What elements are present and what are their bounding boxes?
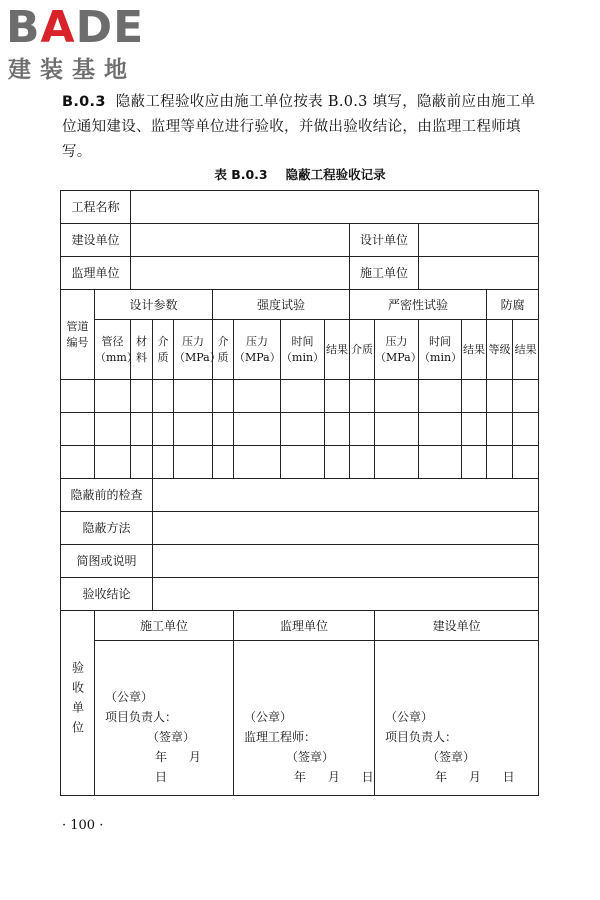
col-tightness-pressure: 压力（MPa） xyxy=(375,320,419,380)
col-diameter: 管径（mm） xyxy=(95,320,131,380)
label-conclusion: 验收结论 xyxy=(61,578,153,611)
row-conclusion xyxy=(61,578,539,611)
clause-text: 隐蔽工程验收应由施工单位按表 B.0.3 填写，隐蔽前应由施工单位通知建设、监理等单位进行验收，并做出验收结论，由监理工程师填写。 xyxy=(62,94,536,160)
table-row xyxy=(61,413,539,446)
sign-unit-supervision: 监理单位 xyxy=(234,611,375,641)
row-units-2 xyxy=(61,257,539,290)
cell-sketch[interactable] xyxy=(153,545,539,578)
sign-block-construction[interactable]: （公章） 项目负责人： （签章） 年 月 日 xyxy=(375,641,539,796)
row-units-1 xyxy=(61,224,539,257)
acceptance-record-table xyxy=(60,190,539,796)
label-acceptance-units: 验收单位 xyxy=(61,611,95,796)
row-project-name xyxy=(61,191,539,224)
label-method: 隐蔽方法 xyxy=(61,512,153,545)
clause-paragraph xyxy=(62,90,542,165)
col-strength-time: 时间（min） xyxy=(281,320,325,380)
sign-block-supervision[interactable]: （公章） 监理工程师： （签章） 年 月 日 xyxy=(234,641,375,796)
label-contractor-unit: 施工单位 xyxy=(350,257,419,290)
cell-design-unit[interactable] xyxy=(419,224,539,257)
col-tightness-result: 结果 xyxy=(462,320,487,380)
cell-project-name[interactable] xyxy=(131,191,539,224)
row-group-headers xyxy=(61,290,539,320)
table-row xyxy=(61,446,539,479)
table-caption xyxy=(0,165,600,183)
group-tightness-test: 严密性试验 xyxy=(350,290,487,320)
label-sketch: 简图或说明 xyxy=(61,545,153,578)
sign-unit-construction: 建设单位 xyxy=(375,611,539,641)
cell-contractor-unit[interactable] xyxy=(419,257,539,290)
label-design-unit: 设计单位 xyxy=(350,224,419,257)
cell-supervision-unit[interactable] xyxy=(131,257,350,290)
col-tightness-time: 时间（min） xyxy=(419,320,462,380)
col-material: 材料 xyxy=(131,320,153,380)
sign-block-contractor[interactable]: （公章） 项目负责人： （签章） 年 月 日 xyxy=(95,641,234,796)
row-method xyxy=(61,512,539,545)
cell-method[interactable] xyxy=(153,512,539,545)
cell-conclusion[interactable] xyxy=(153,578,539,611)
col-anticorrosion-grade: 等级 xyxy=(487,320,513,380)
row-sign-units xyxy=(61,611,539,641)
table-title: 隐蔽工程验收记录 xyxy=(285,167,386,182)
row-column-headers xyxy=(61,320,539,380)
label-project-name: 工程名称 xyxy=(61,191,131,224)
col-tightness-medium: 介质 xyxy=(350,320,375,380)
page-number: · 100 · xyxy=(62,818,104,833)
sign-unit-contractor: 施工单位 xyxy=(95,611,234,641)
label-check-before: 隐蔽前的检查 xyxy=(61,479,153,512)
group-design-params: 设计参数 xyxy=(95,290,213,320)
label-supervision-unit: 监理单位 xyxy=(61,257,131,290)
row-check-before xyxy=(61,479,539,512)
row-sketch xyxy=(61,545,539,578)
bade-logo xyxy=(6,4,176,86)
clause-number: B.0.3 xyxy=(62,94,106,110)
logo-subtitle: 建装基地 xyxy=(8,57,136,83)
col-strength-medium: 介质 xyxy=(213,320,234,380)
row-signatures xyxy=(61,641,539,796)
table-row xyxy=(61,380,539,413)
col-pressure: 压力（MPa） xyxy=(174,320,213,380)
group-anticorrosion: 防腐 xyxy=(487,290,539,320)
table-number: 表 B.0.3 xyxy=(214,167,268,182)
logo-wordmark: BADE xyxy=(6,2,145,53)
col-strength-pressure: 压力（MPa） xyxy=(234,320,281,380)
label-pipe-no: 管道编号 xyxy=(61,290,95,380)
group-strength-test: 强度试验 xyxy=(213,290,350,320)
col-medium: 介质 xyxy=(153,320,174,380)
label-construction-unit: 建设单位 xyxy=(61,224,131,257)
col-anticorrosion-result: 结果 xyxy=(513,320,539,380)
col-strength-result: 结果 xyxy=(325,320,350,380)
cell-construction-unit[interactable] xyxy=(131,224,350,257)
cell-check-before[interactable] xyxy=(153,479,539,512)
